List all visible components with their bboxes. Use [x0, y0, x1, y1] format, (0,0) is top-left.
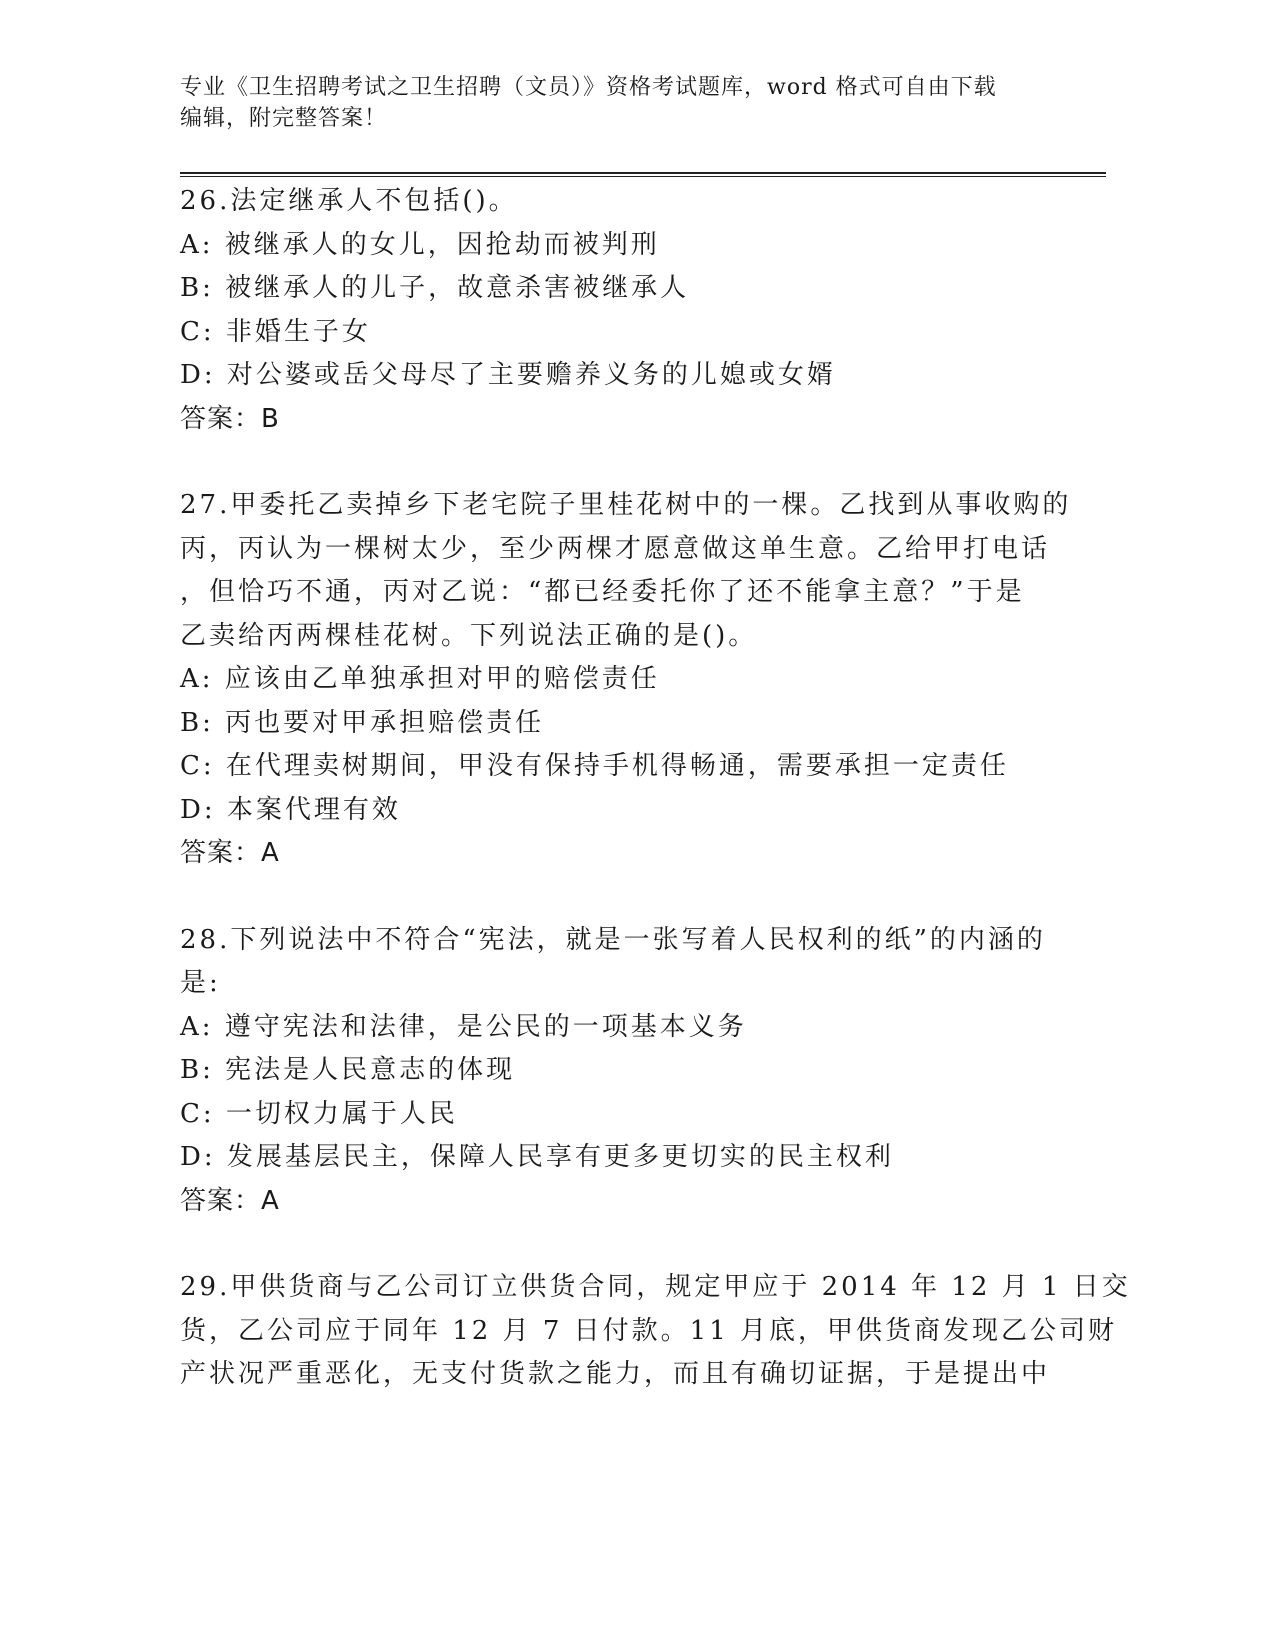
question-list — [180, 180, 1131, 1397]
question-stem-line-4: 乙卖给丙两棵桂花树。下列说法正确的是()。 — [180, 620, 758, 651]
question-stem-line-1: 28.下列说法中不符合“宪法，就是一张写着人民权利的纸”的内涵的 — [180, 924, 1046, 955]
question-26 — [180, 180, 1060, 441]
question-stem-line-2: 丙，丙认为一棵树太少，至少两棵才愿意做这单生意。乙给甲打电话 — [180, 533, 1051, 564]
document-header — [180, 72, 1060, 134]
question-29 — [180, 1266, 1131, 1397]
question-stem-line-1: 29.甲供货商与乙公司订立供货合同，规定甲应于 2014 年 12 月 1 日交 — [180, 1272, 1131, 1302]
option-c: C: 一切权力属于人民 — [180, 1098, 458, 1129]
question-27 — [180, 484, 1072, 876]
option-c: C: 在代理卖树期间，甲没有保持手机得畅通，需要承担一定责任 — [180, 751, 1009, 781]
option-c: C: 非婚生子女 — [180, 316, 371, 347]
header-line-1: 专业《卫生招聘考试之卫生招聘（文员）》资格考试题库，word 格式可自由下载 — [180, 75, 997, 100]
option-a: A: 遵守宪法和法律，是公民的一项基本义务 — [180, 1011, 747, 1042]
answer: 答案：A — [180, 838, 280, 868]
question-stem-line-2: 货，乙公司应于同年 12 月 7 日付款。11 月底，甲供货商发现乙公司财 — [180, 1315, 1118, 1346]
question-stem: 26.法定继承人不包括()。 — [180, 186, 518, 216]
question-stem-line-3: 产状况严重恶化，无支付货款之能力，而且有确切证据，于是提出中 — [180, 1359, 1051, 1389]
option-a: A: 被继承人的女儿，因抢劫而被判刑 — [180, 229, 660, 260]
option-a: A: 应该由乙单独承担对甲的赔偿责任 — [180, 664, 660, 694]
answer: 答案：A — [180, 1185, 280, 1216]
question-stem-line-2: 是: — [180, 968, 221, 998]
answer: 答案：B — [180, 403, 280, 434]
header-line-2: 编辑，附完整答案！ — [180, 106, 388, 131]
question-28 — [180, 919, 1060, 1224]
option-b: B: 丙也要对甲承担赔偿责任 — [180, 707, 545, 738]
question-stem-line-1: 27.甲委托乙卖掉乡下老宅院子里桂花树中的一棵。乙找到从事收购的 — [180, 490, 1072, 520]
question-stem-line-3: ，但恰巧不通，丙对乙说：“都已经委托你了还不能拿主意？”于是 — [180, 577, 1025, 607]
option-d: D: 发展基层民主，保障人民享有更多更切实的民主权利 — [180, 1142, 894, 1172]
option-d: D: 对公婆或岳父母尽了主要赡养义务的儿媳或女婿 — [180, 360, 836, 390]
option-b: B: 宪法是人民意志的体现 — [180, 1055, 516, 1085]
header-divider — [180, 172, 1106, 177]
option-d: D: 本案代理有效 — [180, 794, 401, 825]
option-b: B: 被继承人的儿子，故意杀害被继承人 — [180, 273, 690, 303]
